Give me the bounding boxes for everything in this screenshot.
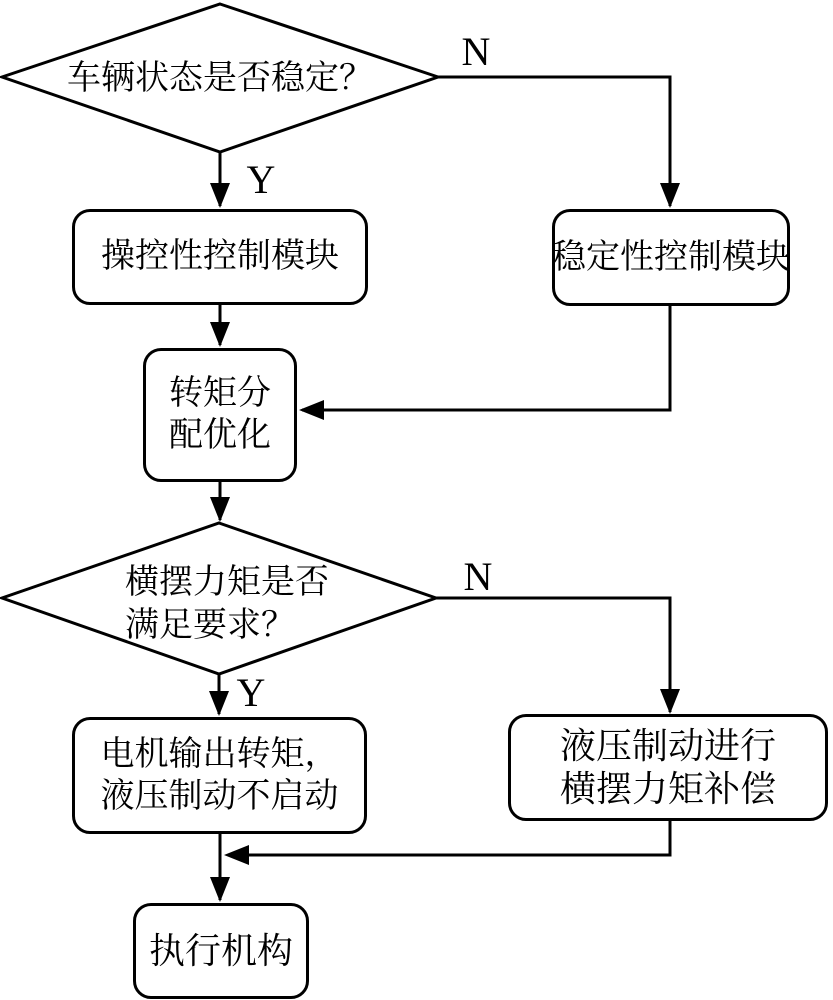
node-text-line: 电机输出转矩， bbox=[100, 735, 339, 773]
node-text-line: 液压制动进行 bbox=[559, 725, 776, 766]
node-text-line: 执行机构 bbox=[148, 931, 293, 971]
edge-label-d1-no: N bbox=[461, 29, 491, 74]
decision-text-line: 满足要求？ bbox=[125, 607, 295, 644]
arrowhead-motor-actuator bbox=[210, 877, 230, 902]
arrowhead-torque-d2 bbox=[210, 497, 230, 522]
edge-d1-no-line bbox=[437, 77, 670, 206]
decision-vehicle-stable-text bbox=[20, 57, 420, 100]
arrowhead-d2-no bbox=[660, 689, 680, 714]
process-handling-control-module bbox=[72, 209, 368, 305]
edge-label-d2-yes: Y bbox=[236, 670, 266, 715]
arrowhead-d2-yes bbox=[209, 691, 229, 716]
node-text-line: 横摆力矩补偿 bbox=[559, 768, 776, 809]
decision-text-line: 车辆状态是否稳定？ bbox=[67, 60, 373, 97]
node-text-line: 配优化 bbox=[169, 417, 271, 454]
arrowhead-handling-torque bbox=[210, 322, 230, 347]
process-torque-distribution-optimization bbox=[143, 348, 297, 482]
edge-d2-no-line bbox=[436, 598, 670, 712]
arrowhead-hydraulic-merge bbox=[224, 845, 249, 865]
arrowhead-stability-torque bbox=[299, 400, 324, 420]
process-actuator bbox=[133, 903, 309, 999]
node-text-line: 液压制动不启动 bbox=[100, 777, 339, 815]
node-text-line: 稳定性控制模块 bbox=[552, 238, 790, 276]
edge-stability-torque-line bbox=[302, 305, 670, 410]
edge-label-d2-no: N bbox=[463, 554, 493, 599]
edge-label-d1-yes: Y bbox=[246, 157, 276, 202]
process-hydraulic-brake-compensation bbox=[508, 714, 828, 821]
decision-yaw-moment-text bbox=[125, 561, 329, 647]
node-text-line: 操控性控制模块 bbox=[101, 238, 339, 275]
process-motor-output-torque bbox=[72, 717, 367, 834]
arrowhead-d1-yes bbox=[210, 183, 230, 208]
arrowhead-d1-no bbox=[660, 183, 680, 208]
decision-text-line: 横摆力矩是否 bbox=[125, 564, 329, 601]
process-stability-control-module bbox=[552, 209, 790, 306]
node-text-line: 转矩分 bbox=[169, 375, 271, 412]
